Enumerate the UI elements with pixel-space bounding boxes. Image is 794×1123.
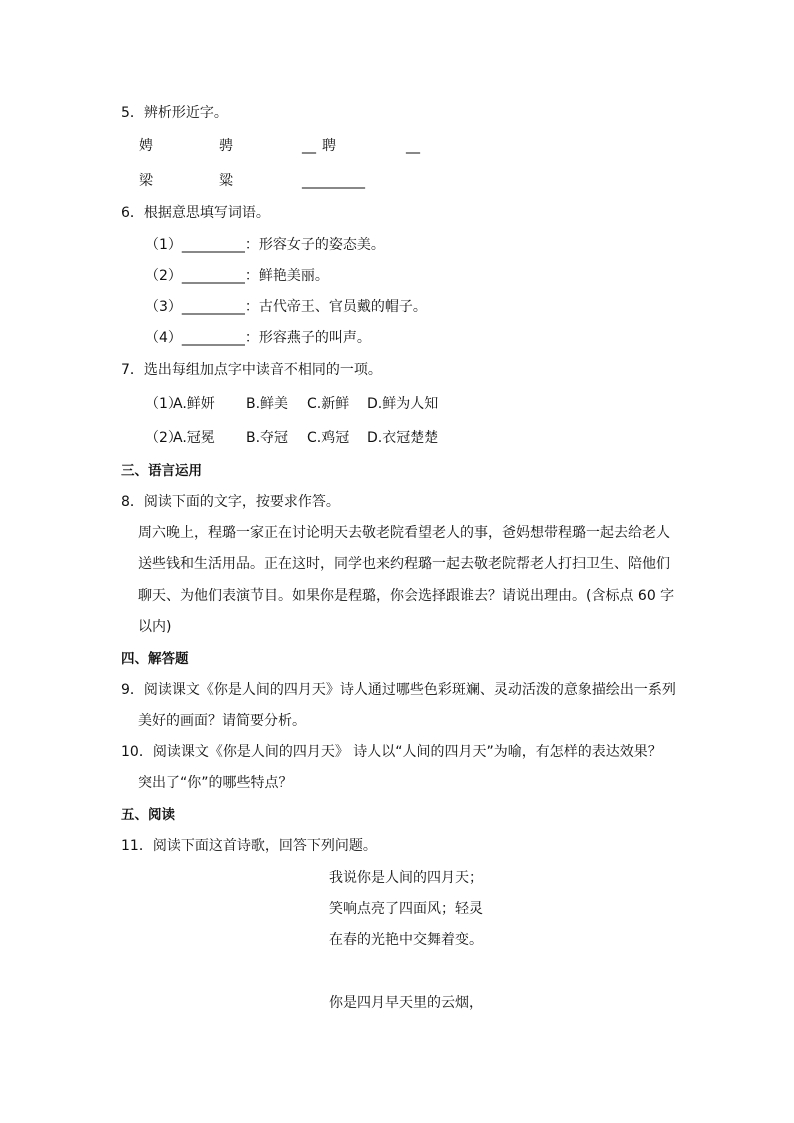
q7-group1-option-b[interactable]: B.鲜美 xyxy=(246,396,289,412)
q5-row1-blank1[interactable]: __ xyxy=(302,138,316,154)
q6-item-num: （2） xyxy=(145,268,182,284)
q6-title: 6．根据意思填写词语。 xyxy=(121,205,270,221)
q7-group2-num: （2） xyxy=(145,430,182,446)
q7-title: 7．选出每组加点字中读音不相同的一项。 xyxy=(121,362,382,378)
q7-group1-option-a[interactable]: A.鲜妍 xyxy=(173,396,215,412)
q6-item-1 xyxy=(145,236,385,254)
q5-row1-char3: 聘 xyxy=(322,138,336,154)
q6-item-blank[interactable]: _________ xyxy=(181,237,245,253)
q7-group1-option-d[interactable]: D.鲜为人知 xyxy=(367,396,439,412)
poem-line-3: 在春的光艳中交舞着变。 xyxy=(329,932,483,948)
q6-item-4 xyxy=(145,329,371,347)
q6-item-text: ：鲜艳美丽。 xyxy=(244,268,329,284)
section-heading-4: 四、解答题 xyxy=(121,651,189,667)
q5-row2-char1: 梁 xyxy=(139,173,153,189)
poem-line-2: 笑响点亮了四面风；轻灵 xyxy=(329,901,483,917)
q8-title: 8．阅读下面的文字，按要求作答。 xyxy=(121,494,340,510)
q6-item-num: （1） xyxy=(145,237,182,253)
q7-group1-num: （1） xyxy=(145,396,182,412)
q6-item-text: ：形容女子的姿态美。 xyxy=(244,237,385,253)
q5-row1-char1: 娉 xyxy=(139,138,153,154)
q10-line-1: 10．阅读课文《你是人间的四月天》 诗人以“人间的四月天”为喻，有怎样的表达效果？ xyxy=(121,744,662,760)
q8-passage-line-1: 周六晚上，程璐一家正在讨论明天去敬老院看望老人的事，爸妈想带程璐一起去给老人 xyxy=(138,525,670,541)
q6-item-text: ：古代帝王、官员戴的帽子。 xyxy=(244,299,427,315)
q8-passage-line-4: 以内) xyxy=(138,619,172,635)
q5-row1-blank2[interactable]: __ xyxy=(406,138,420,154)
poem-line-4: 你是四月早天里的云烟， xyxy=(329,995,483,1011)
q6-item-blank[interactable]: _________ xyxy=(181,268,245,284)
q8-passage-line-3: 聊天、为他们表演节目。如果你是程璐，你会选择跟谁去？请说出理由。(含标点 60 字 xyxy=(138,588,675,604)
q11-title: 11．阅读下面这首诗歌，回答下列问题。 xyxy=(121,838,377,854)
section-heading-3: 三、语言运用 xyxy=(121,463,202,479)
q7-group2-option-c[interactable]: C.鸡冠 xyxy=(307,430,350,446)
q7-group1-option-c[interactable]: C.新鲜 xyxy=(307,396,350,412)
q6-item-num: （3） xyxy=(145,299,182,315)
q5-row2-char2: 粱 xyxy=(219,173,233,189)
poem-line-1: 我说你是人间的四月天； xyxy=(329,870,483,886)
q7-group2-option-a[interactable]: A.冠冕 xyxy=(173,430,215,446)
q5-row1-char2: 骋 xyxy=(219,138,233,154)
q6-item-num: （4） xyxy=(145,330,182,346)
q10-line-2: 突出了“你”的哪些特点？ xyxy=(138,775,293,791)
q5-row2-blank[interactable]: _________ xyxy=(302,173,365,189)
q6-item-3 xyxy=(145,298,427,316)
q8-passage-line-2: 送些钱和生活用品。正在这时，同学也来约程璐一起去敬老院帮老人打扫卫生、陪他们 xyxy=(138,556,670,572)
q9-line-2: 美好的画面？请简要分析。 xyxy=(138,713,306,729)
q9-line-1: 9．阅读课文《你是人间的四月天》诗人通过哪些色彩斑斓、灵动活泼的意象描绘出一系列 xyxy=(121,682,676,698)
q7-group2-option-d[interactable]: D.衣冠楚楚 xyxy=(367,430,439,446)
q6-item-blank[interactable]: _________ xyxy=(181,330,245,346)
q7-group2-option-b[interactable]: B.夺冠 xyxy=(246,430,289,446)
q6-item-blank[interactable]: _________ xyxy=(181,299,245,315)
q6-item-2 xyxy=(145,267,329,285)
q6-item-text: ：形容燕子的叫声。 xyxy=(244,330,371,346)
q5-title: 5．辨析形近字。 xyxy=(121,105,228,121)
section-heading-5: 五、阅读 xyxy=(121,807,175,823)
